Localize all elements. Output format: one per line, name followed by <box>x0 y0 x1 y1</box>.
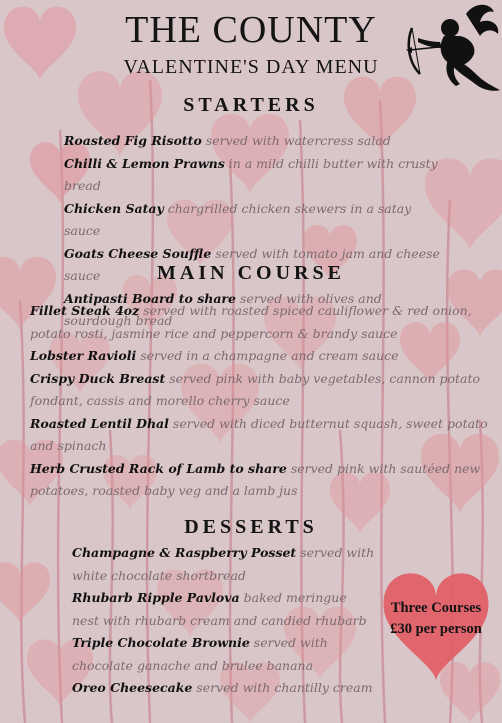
item-description: served with tomato jam and cheese sauce <box>64 245 440 283</box>
item-name: Crispy Duck Breast <box>30 370 166 386</box>
item-description: served with diced butternut squash, sweet potato and spinach <box>30 415 488 453</box>
main-course-list <box>30 300 498 503</box>
offer-price: £30 per person <box>390 621 482 637</box>
menu-item <box>30 368 498 413</box>
item-description: chargrilled chicken skewers in a satay sauce <box>64 200 412 238</box>
item-name: Triple Chocolate Brownie <box>72 635 250 650</box>
starters-heading: STARTERS <box>183 94 319 116</box>
item-description: served pink with baby vegetables, cannon potato fondant, cassis and morello cherry sauce <box>30 370 481 408</box>
item-description: served in a champagne and cream sauce <box>140 348 399 363</box>
item-description: served with white chocolate shortbread <box>72 545 375 583</box>
offer-courses: Three Courses <box>390 600 482 616</box>
item-name: Roasted Lentil Dhal <box>30 415 169 431</box>
menu-item <box>64 198 444 243</box>
item-description: served with watercress salad <box>205 133 391 148</box>
item-name: Champagne & Raspberry Posset <box>72 545 297 560</box>
restaurant-title: THE COUNTY <box>125 9 377 51</box>
item-name: Lobster Ravioli <box>30 348 137 363</box>
item-name: Antipasti Board to share <box>64 290 236 306</box>
item-description: served with chantilly cream <box>196 680 373 695</box>
menu-item <box>72 632 377 677</box>
item-name: Rhubarb Ripple Pavlova <box>72 590 240 605</box>
menu-item <box>30 413 498 458</box>
price-offer <box>384 598 488 640</box>
menu-item <box>72 542 377 587</box>
item-description: served with roasted spiced cauliflower & red onion, potato rosti, jasmine rice and peppercorn & brandy sauce <box>30 303 472 341</box>
main-course-heading: MAIN COURSE <box>157 262 345 284</box>
item-description: in a mild chilli butter with crusty bread <box>64 155 438 193</box>
item-name: Fillet Steak 4oz <box>30 303 140 318</box>
menu-item <box>30 300 498 345</box>
item-description: baked meringue nest with rhubarb cream and candied rhubarb <box>72 590 367 628</box>
item-name: Chilli & Lemon Prawns <box>64 155 225 171</box>
item-name: Roasted Fig Risotto <box>64 133 202 148</box>
menu-item <box>72 677 377 700</box>
menu-item <box>64 153 444 198</box>
item-name: Chicken Satay <box>64 200 164 216</box>
menu-item <box>72 587 377 632</box>
menu-subtitle: VALENTINE'S DAY MENU <box>123 56 379 78</box>
menu-item <box>30 345 498 368</box>
menu-item <box>30 458 498 503</box>
item-description: served with chocolate ganache and brulee banana <box>72 635 328 673</box>
item-description: served with olives and sourdough bread <box>64 290 382 328</box>
item-description: served pink with sautéed new potatoes, roasted baby veg and a lamb jus <box>30 460 481 498</box>
menu-item <box>64 130 444 153</box>
item-name: Goats Cheese Souffle <box>64 245 212 261</box>
item-name: Herb Crusted Rack of Lamb to share <box>30 460 287 476</box>
desserts-list <box>72 542 377 700</box>
desserts-heading: DESSERTS <box>184 516 318 538</box>
item-name: Oreo Cheesecake <box>72 680 193 695</box>
